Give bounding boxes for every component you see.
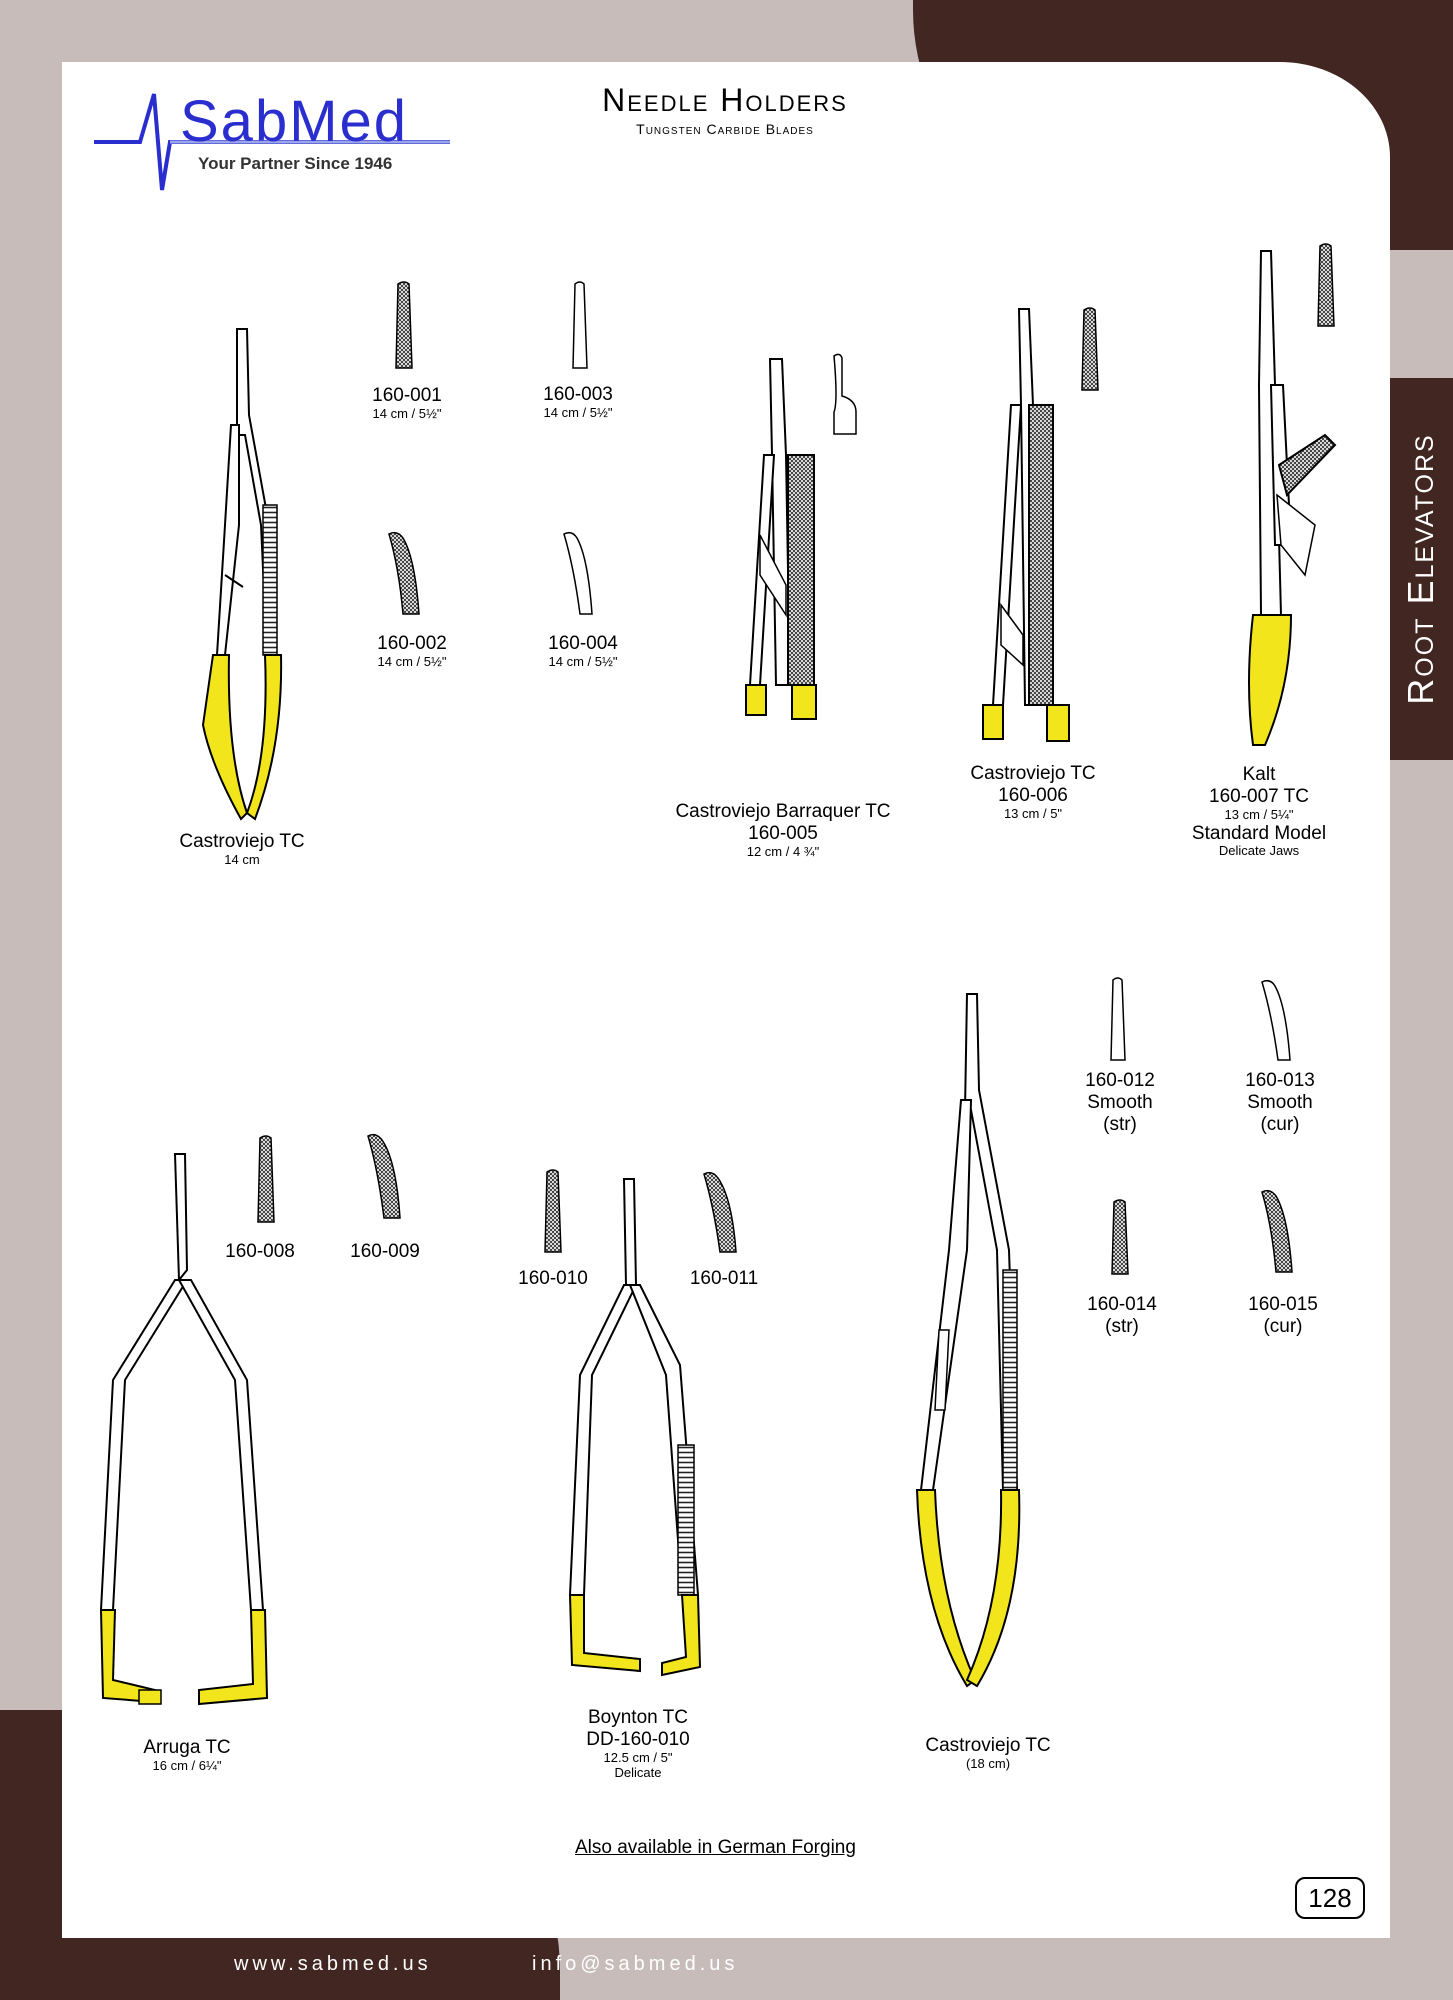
tip-label <box>543 384 613 421</box>
instrument-label <box>586 1707 690 1781</box>
tip-label <box>1087 1294 1157 1338</box>
instrument-name: Arruga TC <box>143 1737 231 1758</box>
tip-code: 160-002 <box>377 633 447 654</box>
castroviejo-needle-holder-illustration <box>185 325 305 825</box>
castroviejo-needle-holder-illustration <box>905 990 1055 1690</box>
curved-smooth-tip-icon <box>560 528 600 618</box>
tip-label <box>225 1241 295 1263</box>
curved-smooth-tip-icon <box>1258 976 1298 1064</box>
instrument-label <box>675 801 890 860</box>
tip-code: 160-014 <box>1087 1294 1157 1315</box>
website-link[interactable]: www.sabmed.us <box>234 1953 432 1975</box>
page-title: Needle Holders <box>602 82 848 118</box>
straight-smooth-tip-icon <box>568 280 592 372</box>
tip-desc: Smooth <box>1247 1091 1313 1113</box>
instrument-size: 14 cm <box>224 851 260 867</box>
tip-code: 160-001 <box>372 385 442 406</box>
tip-code: 160-010 <box>518 1268 588 1289</box>
instrument-name: Castroviejo TC <box>179 831 305 852</box>
instrument-name: Kalt <box>1242 764 1276 785</box>
straight-serrated-tip-icon <box>392 280 416 372</box>
instrument-label <box>179 831 304 868</box>
instrument-label <box>143 1737 230 1774</box>
instrument-name: Castroviejo TC <box>970 763 1096 784</box>
page-subtitle: Tungsten Carbide Blades <box>636 121 814 137</box>
instrument-size: 12 cm / 4 ¾" <box>746 843 820 859</box>
tip-desc: (cur) <box>1263 1315 1303 1337</box>
instrument-label <box>1192 764 1326 859</box>
curved-serrated-tip-icon <box>385 528 425 618</box>
tip-label <box>372 385 442 422</box>
instrument-size: 16 cm / 6¼" <box>152 1757 222 1773</box>
tip-code: 160-004 <box>548 633 618 654</box>
tip-code: 160-011 <box>689 1268 759 1289</box>
tip-desc: Smooth <box>1087 1091 1153 1113</box>
instrument-size: 13 cm / 5¼" <box>1224 806 1294 822</box>
tip-desc: (cur) <box>1260 1113 1300 1135</box>
tip-desc: (str) <box>1105 1315 1139 1337</box>
brand-tagline: Your Partner Since 1946 <box>198 154 393 173</box>
instrument-label <box>925 1735 1050 1772</box>
curved-serrated-tip-icon <box>1258 1186 1298 1276</box>
instrument-size: 12.5 cm / 5" <box>603 1749 673 1765</box>
email-link[interactable]: info@sabmed.us <box>532 1953 739 1975</box>
instrument-note: Delicate <box>614 1764 662 1780</box>
straight-smooth-tip-icon <box>1106 976 1130 1064</box>
instrument-name: Boynton TC <box>588 1707 688 1728</box>
tip-label <box>350 1241 420 1263</box>
tip-size: 14 cm / 5½" <box>372 405 442 421</box>
tip-code: 160-008 <box>225 1241 295 1262</box>
tip-label <box>518 1268 588 1290</box>
boynton-needle-holder-illustration <box>540 1175 740 1690</box>
page-number: 128 <box>1295 1877 1365 1919</box>
tip-code: 160-009 <box>350 1241 420 1262</box>
arruga-needle-holder-illustration <box>95 1150 295 1720</box>
tip-label <box>377 633 447 670</box>
tip-label <box>1245 1070 1315 1136</box>
brand-name: SabMed <box>180 89 409 154</box>
instrument-code: 160-007 TC <box>1209 785 1309 807</box>
instrument-label <box>970 763 1095 822</box>
tip-code: 160-003 <box>543 384 613 405</box>
brand-logo <box>90 80 470 200</box>
instrument-model: Standard Model <box>1191 822 1327 844</box>
section-tab-label: Root Elevators <box>1400 433 1441 705</box>
tip-label <box>1085 1070 1155 1136</box>
tip-label <box>548 633 618 670</box>
instrument-code: 160-005 <box>748 822 818 844</box>
tip-size: 14 cm / 5½" <box>377 653 447 669</box>
instrument-size: (18 cm) <box>965 1755 1011 1771</box>
tip-code: 160-012 <box>1085 1070 1155 1091</box>
instrument-name: Castroviejo TC <box>925 1735 1051 1756</box>
tip-desc: (str) <box>1103 1113 1137 1135</box>
instrument-size: 13 cm / 5" <box>1003 805 1063 821</box>
instrument-code: DD-160-010 <box>586 1728 690 1750</box>
tip-size: 14 cm / 5½" <box>548 653 618 669</box>
castroviejo-barraquer-needle-holder-illustration <box>730 355 840 785</box>
tip-code: 160-015 <box>1248 1294 1318 1315</box>
castroviejo-needle-holder-illustration <box>975 305 1085 745</box>
instrument-code: 160-006 <box>998 784 1068 806</box>
straight-serrated-tip-icon <box>1108 1198 1132 1278</box>
curved-serrated-tip-icon <box>364 1130 406 1222</box>
tip-size: 14 cm / 5½" <box>543 404 613 420</box>
instrument-name: Castroviejo Barraquer TC <box>675 801 891 822</box>
instrument-note: Delicate Jaws <box>1218 843 1300 859</box>
tip-code: 160-013 <box>1245 1070 1315 1091</box>
tip-label <box>690 1268 758 1290</box>
tip-label <box>1248 1294 1318 1338</box>
kalt-needle-holder-illustration <box>1225 245 1355 755</box>
german-forging-note: Also available in German Forging <box>575 1837 856 1858</box>
